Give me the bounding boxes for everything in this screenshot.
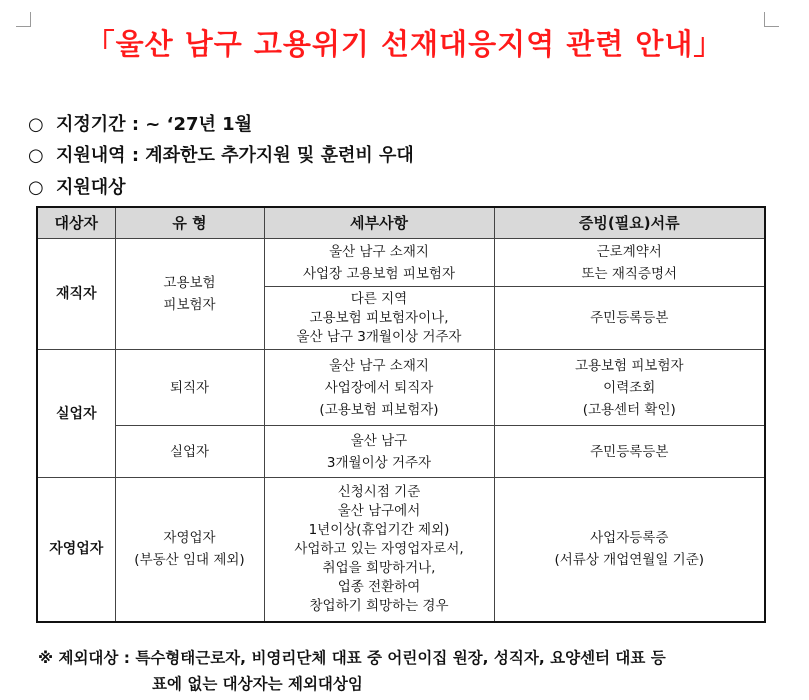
bullet-target <box>28 173 126 199</box>
circle-bullet-icon: ○ <box>28 177 44 198</box>
category-cell: 실업자 <box>37 350 115 478</box>
table-row <box>37 478 765 622</box>
docs-cell: 주민등록등본 <box>494 287 765 350</box>
table-row <box>37 239 765 287</box>
column-header: 대상자 <box>37 207 115 239</box>
detail-cell: 울산 남구 소재지 사업장에서 퇴직자 (고용보험 피보험자) <box>264 350 494 426</box>
detail-cell: 울산 남구 소재지 사업장 고용보험 피보험자 <box>264 239 494 287</box>
category-cell: 자영업자 <box>37 478 115 622</box>
type-cell: 자영업자 (부동산 임대 제외) <box>115 478 264 622</box>
exclusion-note: ※ 제외대상 : 특수형태근로자, 비영리단체 대표 중 어린이집 원장, 성직자, 요양센터 대표 등 <box>38 649 666 667</box>
eligibility-table <box>36 206 766 623</box>
circle-bullet-icon: ○ <box>28 114 44 135</box>
circle-bullet-icon: ○ <box>28 145 44 166</box>
bullet-support <box>28 141 414 167</box>
category-cell: 재직자 <box>37 239 115 350</box>
exclusion-note-continued: 표에 없는 대상자는 제외대상임 <box>152 675 363 693</box>
type-cell: 퇴직자 <box>115 350 264 426</box>
type-cell: 고용보험 피보험자 <box>115 239 264 350</box>
bullet-text: 지원내역 : 계좌한도 추가지원 및 훈련비 우대 <box>56 145 414 166</box>
bullet-text: 지원대상 <box>56 177 126 198</box>
docs-cell: 고용보험 피보험자 이력조회 (고용센터 확인) <box>494 350 765 426</box>
column-header: 유 형 <box>115 207 264 239</box>
page-title: 「울산 남구 고용위기 선재대응지역 관련 안내」 <box>85 27 724 61</box>
column-header: 세부사항 <box>264 207 494 239</box>
table-row <box>37 426 765 478</box>
detail-cell: 신청시점 기준 울산 남구에서 1년이상(휴업기간 제외) 사업하고 있는 자영업자로서, 취업을 희망하거나, 업종 전환하여 창업하기 희망하는 경우 <box>264 478 494 622</box>
docs-cell: 근로계약서 또는 재직증명서 <box>494 239 765 287</box>
docs-cell: 사업자등록증 (서류상 개업연월일 기준) <box>494 478 765 622</box>
detail-cell: 울산 남구 3개월이상 거주자 <box>264 426 494 478</box>
column-header: 증빙(필요)서류 <box>494 207 765 239</box>
bullet-period <box>28 110 252 136</box>
table-header-row <box>37 207 765 239</box>
type-cell: 실업자 <box>115 426 264 478</box>
bullet-text: 지정기간 : ~ ‘27년 1월 <box>56 114 253 135</box>
docs-cell: 주민등록등본 <box>494 426 765 478</box>
table-row <box>37 350 765 426</box>
detail-cell: 다른 지역 고용보험 피보험자이나, 울산 남구 3개월이상 거주자 <box>264 287 494 350</box>
